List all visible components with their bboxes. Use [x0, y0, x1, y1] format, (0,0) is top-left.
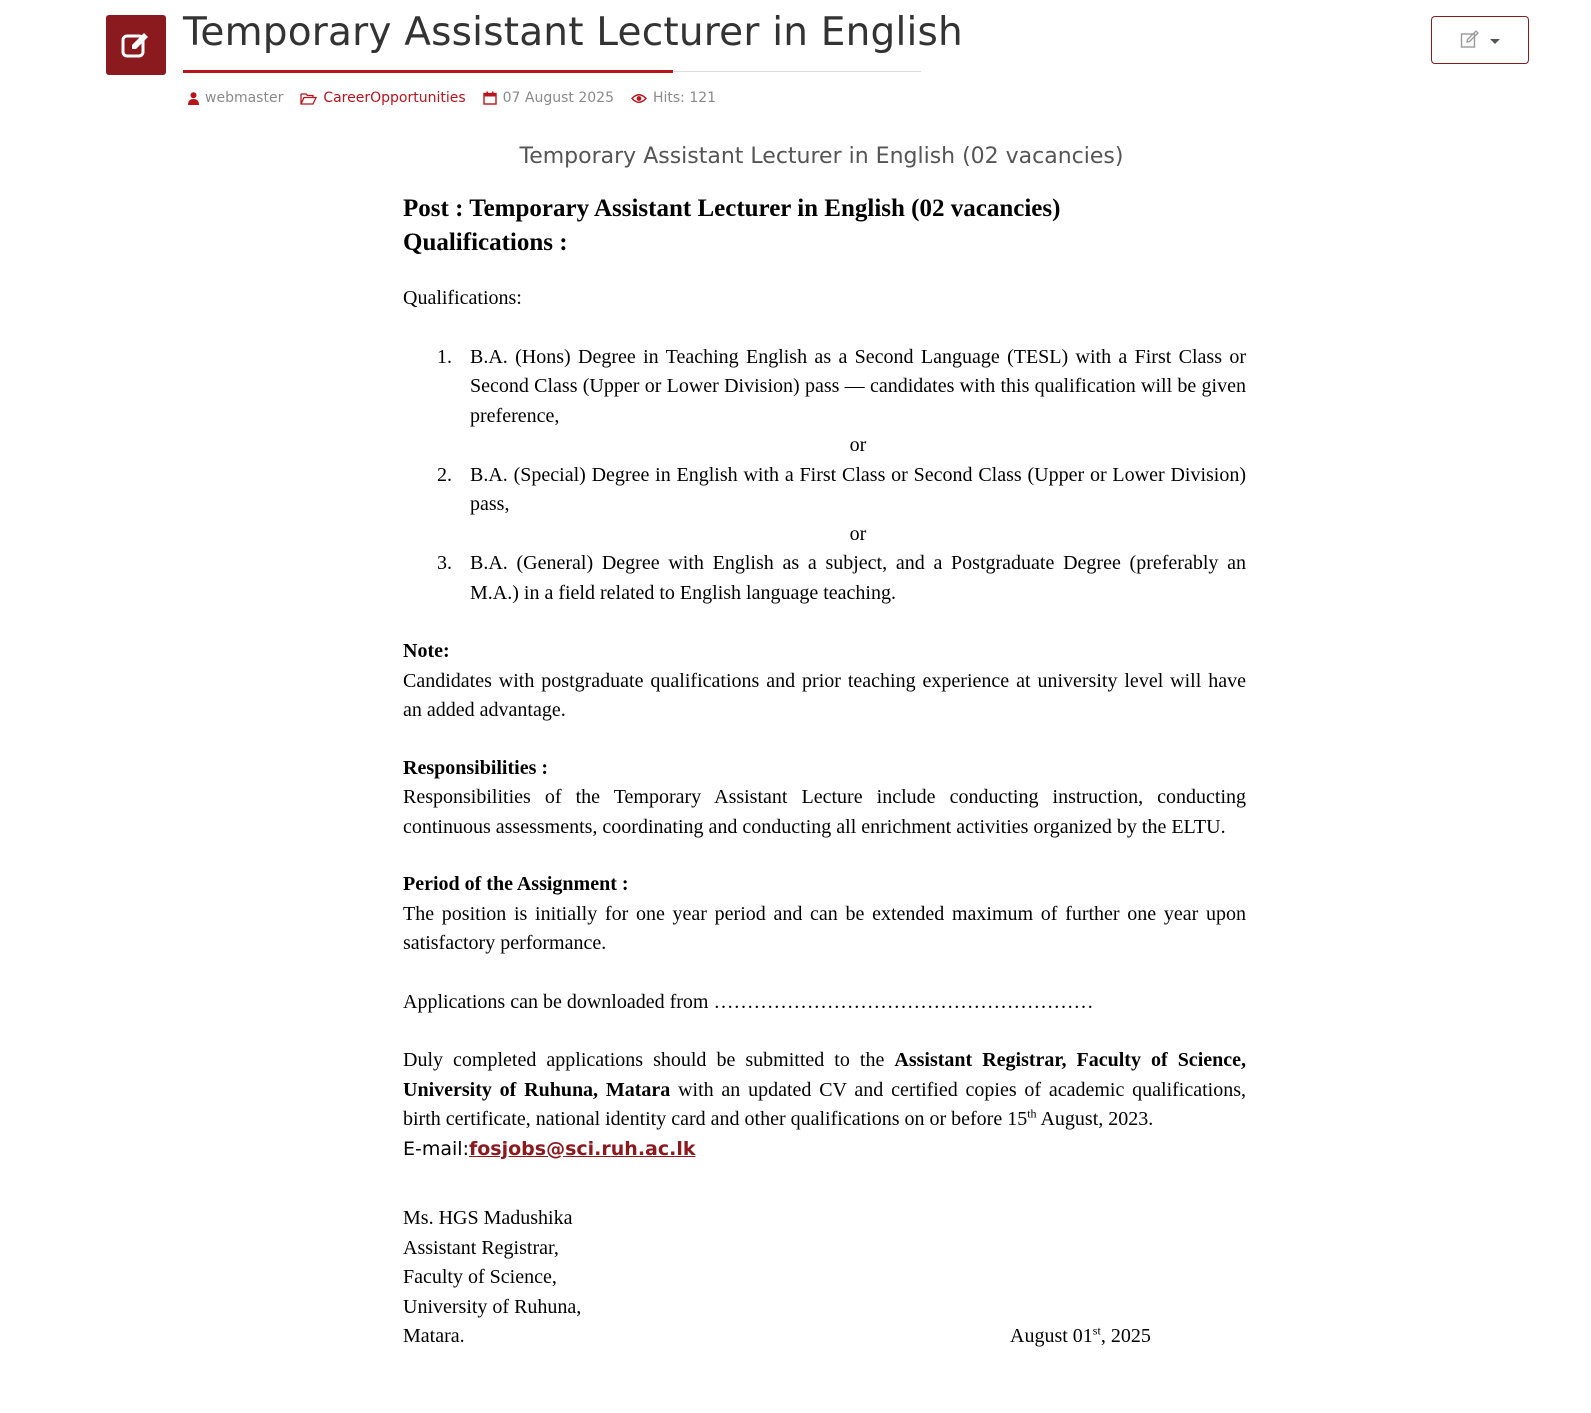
meta-hits: [631, 90, 716, 106]
list-item: [403, 549, 1246, 608]
qualifications-heading: Qualifications :: [403, 229, 568, 256]
submission-sup: th: [1027, 1106, 1037, 1121]
meta-author: [188, 90, 283, 106]
responsibilities-text: Responsibilities of the Temporary Assistant Lecture include conducting instruction, conducting continuous assessments, coordinating and conducting all enrichment activities organized by the ELTU.: [403, 786, 1246, 838]
email-link[interactable]: fosjobs@sci.ruh.ac.lk: [468, 1137, 696, 1160]
title-underline-accent: [183, 70, 673, 73]
or-separator: or: [849, 434, 867, 456]
edit-icon: [1460, 30, 1480, 50]
sign-date-sup: st: [1092, 1323, 1101, 1338]
signature-faculty: Faculty of Science,: [403, 1266, 557, 1288]
sign-date-post: , 2025: [1100, 1325, 1151, 1347]
signature-title: Assistant Registrar,: [403, 1236, 559, 1259]
article-subtitle: Temporary Assistant Lecturer in English (02 vacancies): [519, 144, 1124, 169]
signature-university: University of Ruhuna,: [403, 1295, 582, 1318]
submission-end: August, 2023.: [1040, 1108, 1154, 1130]
submission-post: with an updated CV and certified copies of academic qualifications, birth certificate, national identity card and other qualifications on or before 15: [403, 1078, 1247, 1130]
list-number: 2.: [437, 463, 452, 486]
meta-category[interactable]: [300, 90, 465, 106]
eye-icon: [631, 93, 647, 104]
list-number: 3.: [437, 552, 452, 574]
period-heading: Period of the Assignment :: [403, 873, 629, 895]
email-line: [403, 1135, 1246, 1165]
article-edit-icon-badge: [106, 15, 166, 75]
email-label: E-mail:: [403, 1137, 469, 1160]
folder-open-icon: [300, 92, 317, 105]
note-text: Candidates with postgraduate qualifications and prior teaching experience at university level will have an added advantage.: [403, 669, 1246, 721]
sign-date-pre: August 01: [1010, 1325, 1093, 1347]
article-meta: [188, 90, 733, 106]
article-body: [403, 192, 1246, 1352]
page-title: Temporary Assistant Lecturer in English: [183, 10, 963, 55]
submission-text: [403, 1046, 1246, 1135]
note-heading: Note:: [403, 640, 450, 662]
qualifications-intro: Qualifications:: [403, 287, 522, 309]
calendar-icon: [483, 91, 497, 105]
signature-date: [1010, 1322, 1151, 1352]
submission-pre: Duly completed applications should be submitted to the: [403, 1049, 885, 1071]
edit-dropdown-button[interactable]: [1431, 16, 1529, 64]
responsibilities-heading: Responsibilities :: [403, 756, 549, 779]
user-icon: [188, 92, 199, 105]
signature-name: Ms. HGS Madushika: [403, 1207, 573, 1229]
author-name: webmaster: [205, 90, 284, 106]
edit-icon: [120, 29, 152, 61]
signature-last-row: [403, 1322, 1246, 1352]
download-text: Applications can be downloaded from …………………………………………………: [403, 990, 1094, 1013]
list-item: [403, 343, 1246, 432]
list-item: [403, 461, 1246, 520]
chevron-down-icon: [1490, 39, 1500, 44]
qualification-text: B.A. (Hons) Degree in Teaching English as a Second Language (TESL) with a First Class or Second Class (Upper or Lower Division) pass — candidates with this qualification will be given preference,: [470, 345, 1246, 427]
meta-date: [483, 90, 614, 106]
publish-date: 07 August 2025: [502, 90, 614, 106]
signature-city: Matara.: [403, 1325, 465, 1347]
list-number: 1.: [437, 345, 452, 368]
category-link[interactable]: CareerOpportunities: [323, 90, 466, 106]
qualification-text: B.A. (General) Degree with English as a subject, and a Postgraduate Degree (preferably an M.A.) in a field related to English language teaching.: [470, 552, 1246, 604]
post-heading: Post : Temporary Assistant Lecturer in English (02 vacancies): [403, 195, 1061, 222]
hits-count: Hits: 121: [652, 90, 717, 106]
qualification-text: B.A. (Special) Degree in English with a First Class or Second Class (Upper or Lower Division) pass,: [470, 463, 1246, 515]
or-separator: or: [849, 522, 867, 545]
qualifications-list: [403, 343, 1246, 609]
submission-address: Assistant Registrar, Faculty of Science, University of Ruhuna, Matara: [403, 1049, 1246, 1101]
period-text: The position is initially for one year period and can be extended maximum of further one year upon satisfactory performance.: [403, 902, 1246, 954]
